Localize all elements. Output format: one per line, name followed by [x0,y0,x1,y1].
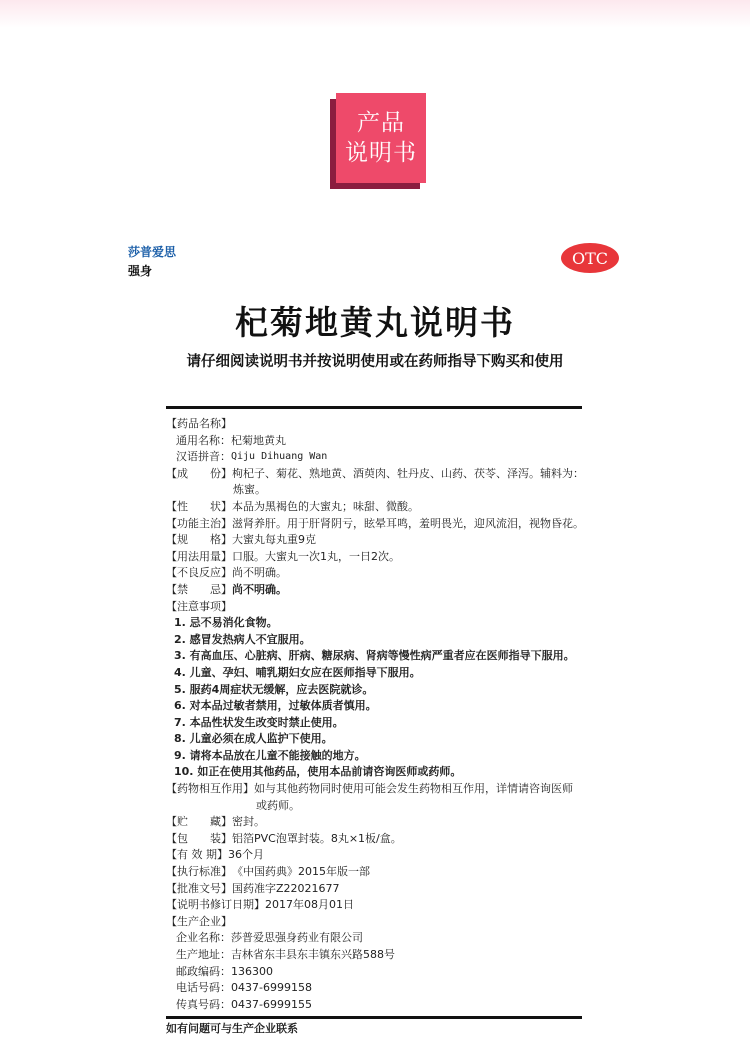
address-value: 吉林省东丰县东丰镇东兴路588号 [231,948,395,961]
precaution-item: 1. 忌不易消化食物。 [174,616,278,630]
precaution-item: 9. 请将本品放在儿童不能接触的地方。 [174,748,366,762]
footer-note: 如有问题可与生产企业联系 [166,1022,298,1036]
package-row [166,831,591,848]
precaution-item: 10. 如正在使用其他药品，使用本品前请咨询医师或药师。 [174,765,462,779]
pinyin-label: 汉语拼音： [176,450,231,464]
indications-label: 【功能主治】 [166,516,232,530]
top-divider [166,406,582,409]
interactions-row [166,781,591,798]
storage-label: 【贮 藏】 [166,815,232,829]
approval-row [166,881,591,898]
manufacturer-label: 【生产企业】 [166,914,232,928]
interactions-value: 如与其他药物同时使用可能会发生药物相互作用，详情请咨询医师 [254,782,573,796]
leaflet-body [166,416,591,1038]
phone-value: 0437-6999158 [231,981,312,995]
company-name-value: 莎普爱思强身药业有限公司 [231,931,363,945]
contraindications-value: 尚不明确。 [232,582,287,596]
precaution-item: 7. 本品性状发生改变时禁止使用。 [174,715,344,729]
approval-label: 【批准文号】 [166,881,232,895]
specification-label: 【规 格】 [166,533,232,547]
dosage-row [166,549,591,566]
manufacturer-heading [166,914,591,931]
otc-badge: OTC [561,243,619,273]
dosage-value: 口服。大蜜丸一次1丸，一日2次。 [232,549,400,563]
revision-row [166,897,591,914]
standard-value: 《中国药典》2015年版一部 [232,865,370,879]
address-label: 生产地址： [176,948,231,961]
standard-row [166,864,591,881]
ingredients-label: 【成 份】 [166,466,232,480]
contraindications-label: 【禁 忌】 [166,582,232,596]
storage-value: 密封。 [232,815,265,829]
top-band [0,0,750,28]
standard-label: 【执行标准】 [166,865,232,879]
precautions-label: 【注意事项】 [166,599,232,613]
brand-name-bottom: 强身 [128,264,153,278]
drug-name-heading [166,416,591,433]
ingredients-value: 枸杞子、菊花、熟地黄、酒萸肉、牡丹皮、山药、茯苓、泽泻。辅料为： [232,466,584,480]
interactions-label: 【药物相互作用】 [166,782,254,796]
validity-row [166,847,591,864]
ingredients-value-cont: 炼蜜。 [233,483,266,497]
pinyin-row [166,449,591,466]
interactions-row-cont [166,798,591,815]
dosage-label: 【用法用量】 [166,549,232,563]
generic-name-row [166,433,591,450]
manufacturer-field [166,980,591,997]
page-subtitle: 请仔细阅读说明书并按说明使用或在药师指导下购买和使用 [186,354,564,370]
revision-label: 【说明书修订日期】 [166,898,265,912]
package-value: 铝箔PVC泡罩封装。8丸×1板/盒。 [232,831,402,845]
storage-row [166,814,591,831]
generic-name-label: 通用名称： [176,433,231,447]
phone-label: 电话号码： [176,981,231,995]
drug-name-label: 【药品名称】 [166,417,232,430]
company-name-label: 企业名称： [176,931,231,945]
precaution-item: 5. 服药4周症状无缓解，应去医院就诊。 [174,682,374,696]
precaution-item: 8. 儿童必须在成人监护下使用。 [174,732,333,746]
contraindications-row [166,582,591,599]
indications-value: 滋肾养肝。用于肝肾阴亏，眩晕耳鸣，羞明畏光，迎风流泪，视物昏花。 [232,516,584,530]
validity-value: 36个月 [228,848,264,862]
brand-name-top: 莎普爱思 [128,245,177,259]
manufacturer-field [166,947,591,964]
manufacturer-field [166,964,591,981]
precaution-item: 2. 感冒发热病人不宜服用。 [174,632,311,646]
generic-name-value: 杞菊地黄丸 [231,433,286,447]
badge-face [336,93,426,183]
revision-value: 2017年08月01日 [265,898,354,912]
product-leaflet-badge [330,93,426,189]
specification-value: 大蜜丸每丸重9克 [232,533,316,547]
manufacturer-field [166,997,591,1014]
adverse-row [166,565,591,582]
precautions-heading [166,599,591,616]
approval-value: 国药准字Z22021677 [232,881,340,895]
precaution-item: 3. 有高血压、心脏病、肝病、糖尿病、肾病等慢性病严重者应在医师指导下服用。 [174,649,575,663]
properties-value: 本品为黑褐色的大蜜丸；味甜、微酸。 [232,499,419,513]
postcode-label: 邮政编码： [176,964,231,978]
ingredients-row [166,466,591,483]
brand-logo [128,243,198,279]
indications-row [166,516,591,533]
adverse-label: 【不良反应】 [166,566,232,580]
fax-value: 0437-6999155 [231,997,312,1011]
interactions-value-cont: 或药师。 [256,798,300,812]
precaution-item: 6. 对本品过敏者禁用，过敏体质者慎用。 [174,699,377,713]
package-label: 【包 装】 [166,831,232,845]
adverse-value: 尚不明确。 [232,566,287,580]
validity-label: 【有 效 期】 [166,848,228,862]
properties-row [166,499,591,516]
fax-label: 传真号码： [176,997,231,1011]
properties-label: 【性 状】 [166,499,232,513]
ingredients-row-cont [166,482,591,499]
precaution-item: 4. 儿童、孕妇、哺乳期妇女应在医师指导下服用。 [174,665,421,679]
badge-line-2: 说明书 [345,140,417,166]
page-title: 杞菊地黄丸说明书 [235,303,515,342]
specification-row [166,532,591,549]
postcode-value: 136300 [231,964,273,978]
pinyin-value: Qiju Dihuang Wan [231,451,328,463]
badge-line-1: 产品 [357,110,405,136]
bottom-divider [166,1016,582,1019]
manufacturer-field [166,930,591,947]
